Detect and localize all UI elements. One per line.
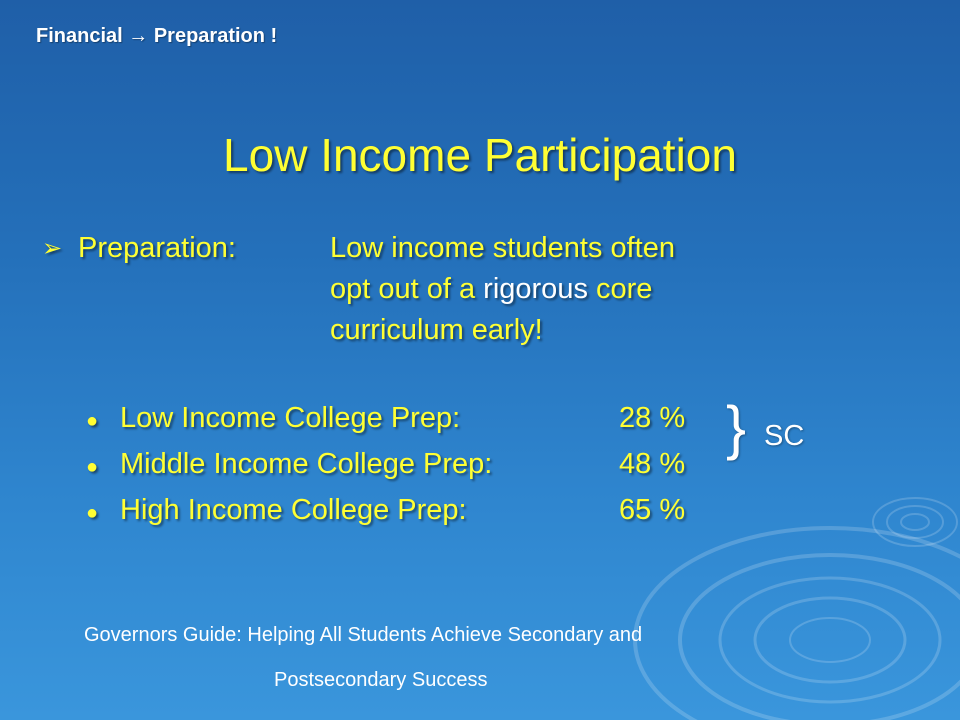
preparation-line-2 [330, 269, 675, 310]
preparation-line-2-start: opt out of a [330, 273, 484, 305]
right-arrow-icon: → [128, 25, 149, 47]
breadcrumb [36, 25, 277, 48]
slide-title: Low Income Participation [223, 129, 737, 181]
curly-brace-icon: } [726, 394, 747, 461]
list-item [86, 402, 706, 448]
stat-label: High Income College Prep: [120, 494, 467, 526]
preparation-text [330, 228, 675, 351]
dot-bullet-icon: ● [86, 456, 99, 478]
source-citation-line-1: Governors Guide: Helping All Students Achieve Secondary and [84, 624, 643, 646]
preparation-rigorous-word: rigorous [483, 273, 588, 305]
income-stats-list [86, 402, 706, 540]
breadcrumb-preparation: Preparation ! [153, 25, 278, 47]
stat-label: Middle Income College Prep: [120, 448, 493, 480]
preparation-line-2-end: core [587, 273, 653, 305]
list-item [86, 448, 706, 494]
breadcrumb-financial: Financial [36, 25, 123, 47]
stat-value: 48 % [619, 448, 686, 480]
stat-value: 65 % [619, 494, 686, 526]
source-citation-line-2: Postsecondary Success [274, 669, 488, 691]
dot-bullet-icon: ● [86, 410, 99, 432]
stat-label: Low Income College Prep: [120, 402, 461, 434]
state-label: SC [764, 420, 805, 452]
dot-bullet-icon: ● [86, 502, 99, 524]
preparation-label: Preparation: [78, 232, 236, 264]
preparation-line-3: curriculum early! [330, 314, 543, 346]
list-item [86, 494, 706, 540]
preparation-line-1: Low income students often [330, 232, 675, 264]
arrow-bullet-icon: ➢ [42, 235, 63, 262]
stat-value: 28 % [619, 402, 686, 434]
